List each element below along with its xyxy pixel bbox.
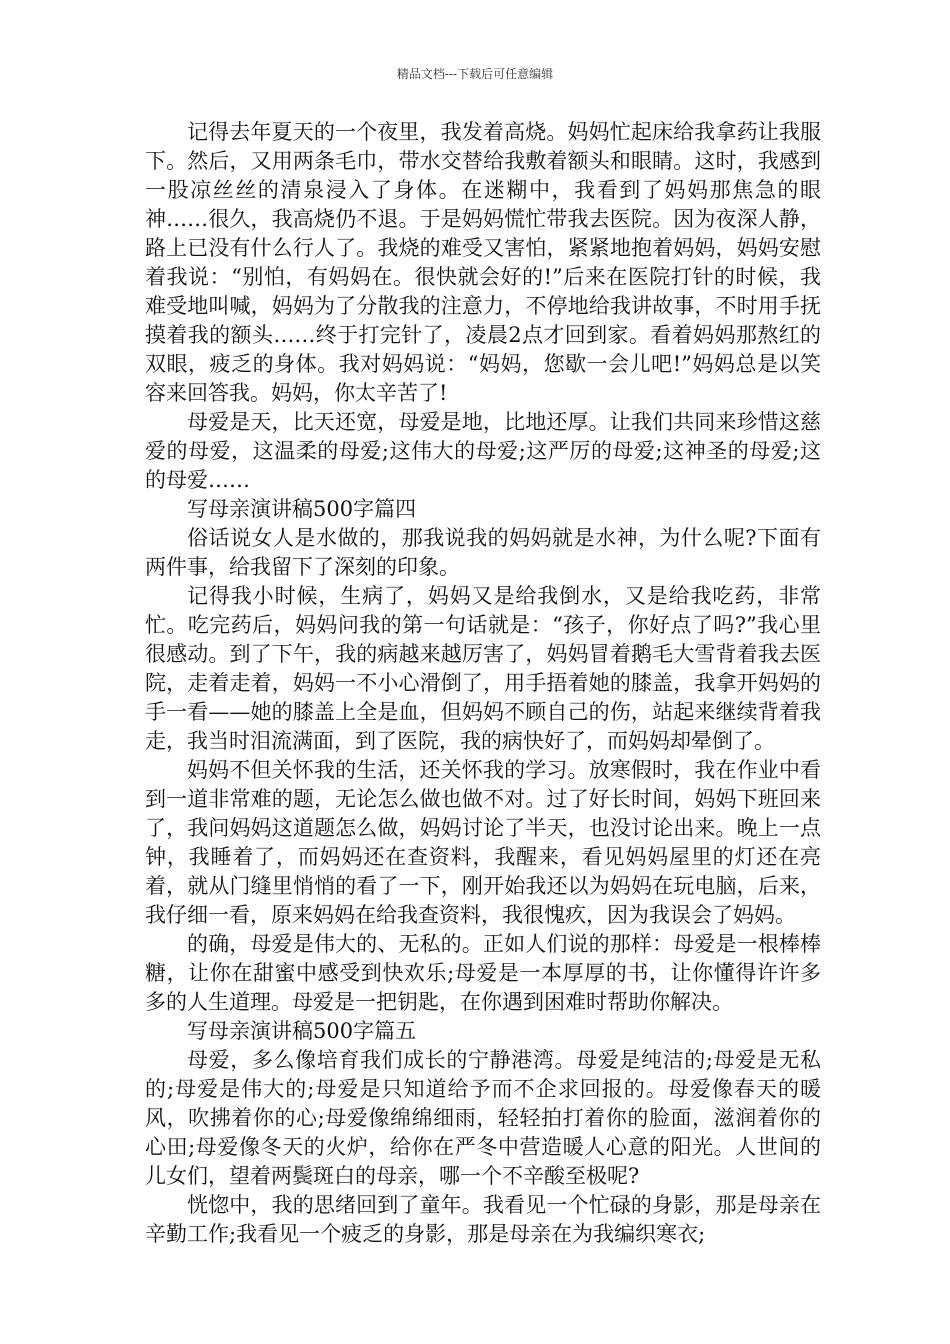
paragraph: 妈妈不但关怀我的生活，还关怀我的学习。放寒假时，我在作业中看到一道非常难的题，无论怎么做也做不对。过了好长时间，妈妈下班回来了，我问妈妈这道题怎么做，妈妈讨论了半天，也没讨论出来。晚上一点钟，我睡着了，而妈妈还在查资料，我醒来，看见妈妈屋里的灯还在亮着，就从门缝里悄悄的看了一下，刚开始我还以为妈妈在玩电脑，后来，我仔细一看，原来妈妈在给我查资料，我很愧疚，因为我误会了妈妈。 (145, 758, 821, 927)
section-heading: 写母亲演讲稿500字篇五 (187, 1019, 417, 1043)
section-heading: 写母亲演讲稿500字篇四 (187, 497, 417, 521)
paragraph: 记得我小时候，生病了，妈妈又是给我倒水，又是给我吃药，非常忙。吃完药后，妈妈问我的第一句话就是：“孩子，你好点了吗?”我心里很感动。到了下午，我的病越来越厉害了，妈妈冒着鹅毛大雪背着我去医院，走着走着，妈妈一不小心滑倒了，用手捂着她的膝盖，我拿开妈妈的手一看——她的膝盖上全是血，但妈妈不顾自己的伤，站起来继续背着我走，我当时泪流满面，到了医院，我的病快好了，而妈妈却晕倒了。 (145, 584, 821, 753)
paragraph: 恍惚中，我的思绪回到了童年。我看见一个忙碌的身影，那是母亲在辛勤工作;我看见一个疲乏的身影，那是母亲在为我编织寒衣; (145, 1193, 821, 1246)
page-header: 精品文档---下载后可任意编辑 (396, 67, 554, 81)
document-body (145, 118, 821, 1249)
paragraph: 的确，母爱是伟大的、无私的。正如人们说的那样：母爱是一根棒棒糖，让你在甜蜜中感受到快欢乐;母爱是一本厚厚的书，让你懂得许许多多的人生道理。母爱是一把钥匙，在你遇到困难时帮助你解决。 (145, 932, 821, 1014)
paragraph: 俗话说女人是水做的，那我说我的妈妈就是水神，为什么呢?下面有两件事，给我留下了深刻的印象。 (145, 526, 821, 579)
paragraph: 母爱是天，比天还宽，母爱是地，比地还厚。让我们共同来珍惜这慈爱的母爱，这温柔的母爱;这伟大的母爱;这严厉的母爱;这神圣的母爱;这的母爱…… (145, 410, 821, 492)
paragraph: 母爱，多么像培育我们成长的宁静港湾。母爱是纯洁的;母爱是无私的;母爱是伟大的;母爱是只知道给予而不企求回报的。母爱像春天的暖风，吹拂着你的心;母爱像绵绵细雨，轻轻拍打着你的脸面，滋润着你的心田;母爱像冬天的火炉，给你在严冬中营造暖人心意的阳光。人世间的儿女们，望着两鬓斑白的母亲，哪一个不辛酸至极呢? (145, 1048, 821, 1188)
paragraph: 记得去年夏天的一个夜里，我发着高烧。妈妈忙起床给我拿药让我服下。然后，又用两条毛巾，带水交替给我敷着额头和眼睛。这时，我感到一股凉丝丝的清泉浸入了身体。在迷糊中，我看到了妈妈那焦急的眼神……很久，我高烧仍不退。于是妈妈慌忙带我去医院。因为夜深人静，路上已没有什么行人了。我烧的难受又害怕，紧紧地抱着妈妈，妈妈安慰着我说：“别怕，有妈妈在。很快就会好的!”后来在医院打针的时候，我难受地叫喊，妈妈为了分散我的注意力，不停地给我讲故事，不时用手抚摸着我的额头……终于打完针了，凌晨2点才回到家。看着妈妈那熬红的双眼，疲乏的身体。我对妈妈说：“妈妈，您歇一会儿吧!”妈妈总是以笑容来回答我。妈妈，你太辛苦了! (145, 120, 821, 405)
